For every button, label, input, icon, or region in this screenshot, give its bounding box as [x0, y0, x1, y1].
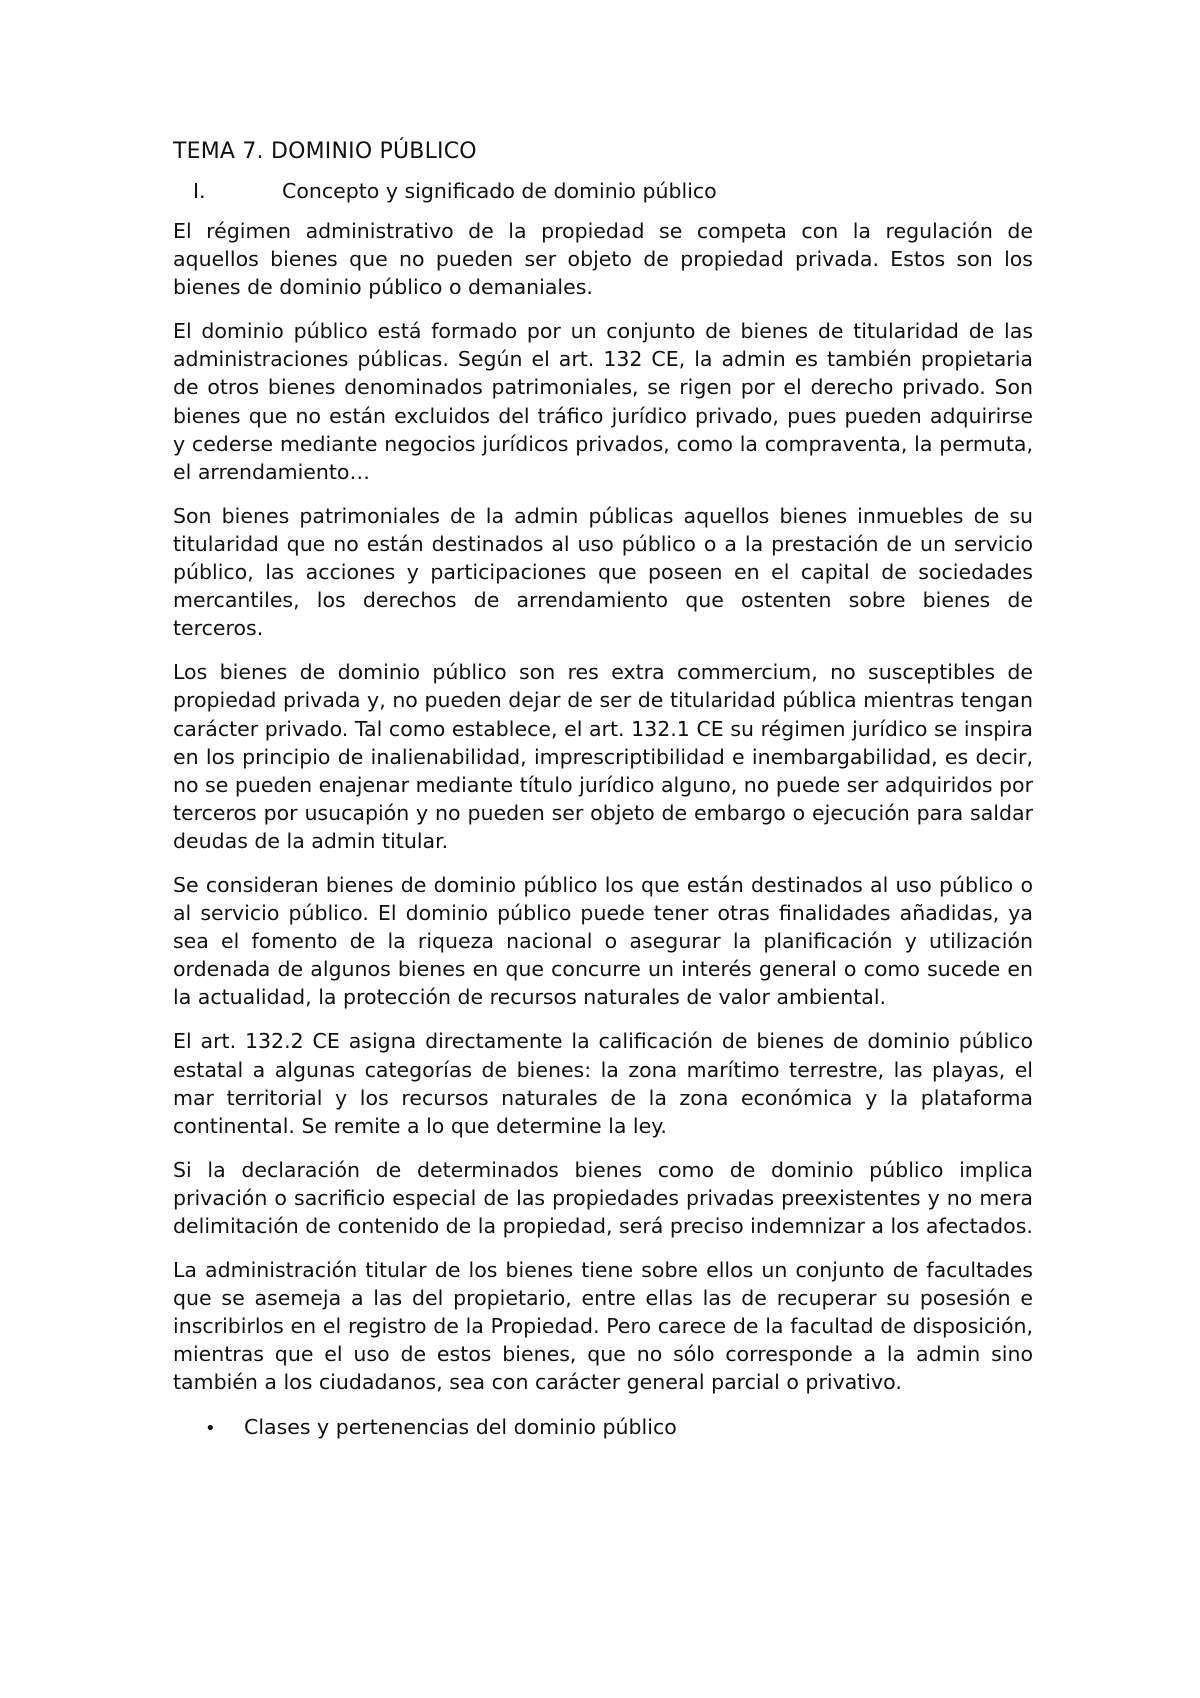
paragraph-5: Se consideran bienes de dominio público los que están destinados al uso público o al servicio público. El dominio público puede tener otras finalidades añadidas, ya sea el fomento de la riqueza nacional o asegurar la planificación y utilización ordenada de algunos bienes en que concurre un interés general o como sucede en la actualidad, la protección de recursos naturales de valor ambiental. [173, 872, 1033, 1010]
section-heading [173, 177, 1033, 205]
paragraph-1: El régimen administrativo de la propiedad se competa con la regulación de aquellos bienes que no pueden ser objeto de propiedad privada. Estos son los bienes de dominio público o demaniales. [173, 219, 1033, 300]
paragraph-4: Los bienes de dominio público son res extra commercium, no susceptibles de propiedad privada y, no pueden dejar de ser de titularidad pública mientras tengan carácter privado. Tal como establece, el art. 132.1 CE su régimen jurídico se inspira en los principio de inalienabilidad, imprescriptibilidad e inembargabilidad, es decir, no se pueden enajenar mediante título jurídico alguno, no puede ser adquiridos por terceros por usucapión y no pueden ser objeto de embargo o ejecución para saldar deudas de la admin titular. [173, 660, 1033, 853]
section-label: Concepto y significado de dominio público [282, 179, 717, 203]
bullet-list [173, 1413, 1033, 1443]
paragraph-7: Si la declaración de determinados bienes como de dominio público implica privación o sacrificio especial de las propiedades privadas preexistentes y no mera delimitación de contenido de la propiedad, será preciso indemnizar a los afectados. [173, 1157, 1033, 1238]
section-number: I. [193, 179, 206, 203]
list-item [173, 1413, 1033, 1443]
paragraph-6: El art. 132.2 CE asigna directamente la calificación de bienes de dominio público estatal a algunas categorías de bienes: la zona marítimo terrestre, las playas, el mar territorial y los recursos naturales de la zona económica y la plataforma continental. Se remite a lo que determine la ley. [173, 1029, 1033, 1138]
document-page [173, 137, 1033, 1443]
bullet-label: Clases y pertenencias del dominio público [244, 1414, 677, 1439]
paragraph-2: El dominio público está formado por un conjunto de bienes de titularidad de las administraciones públicas. Según el art. 132 CE, la admin es también propietaria de otros bienes denominados patrimoniales, se rigen por el derecho privado. Son bienes que no están excluidos del tráfico jurídico privado, pues pueden adquirirse y cederse mediante negocios jurídicos privados, como la compraventa, la permuta, el arrendamiento… [173, 319, 1033, 484]
document-title: TEMA 7. DOMINIO PÚBLICO [173, 139, 477, 164]
paragraph-3: Son bienes patrimoniales de la admin públicas aquellos bienes inmuebles de su titularidad que no están destinados al uso público o a la prestación de un servicio público, las acciones y participaciones que poseen en el capital de sociedades mercantiles, los derechos de arrendamiento que ostenten sobre bienes de terceros. [173, 503, 1033, 641]
bullet-icon: • [205, 1417, 216, 1439]
paragraph-8: La administración titular de los bienes tiene sobre ellos un conjunto de facultades que se asemeja a las del propietario, entre ellas las de recuperar su posesión e inscribirlos en el registro de la Propiedad. Pero carece de la facultad de disposición, mientras que el uso de estos bienes, que no sólo corresponde a la admin sino también a los ciudadanos, sea con carácter general parcial o privativo. [173, 1258, 1033, 1395]
